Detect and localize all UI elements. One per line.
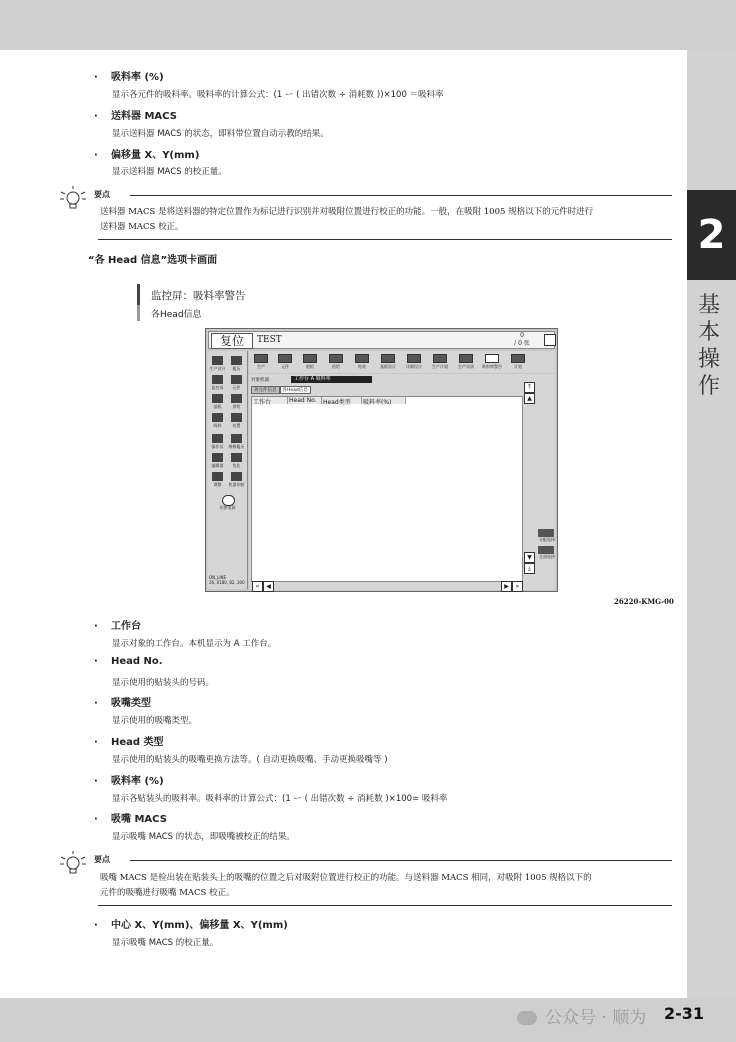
status-area: ON_LINE 26, 0180, 82, 300 bbox=[209, 575, 245, 585]
screen-main bbox=[249, 374, 555, 590]
sidebar-item[interactable]: 调整 bbox=[209, 471, 226, 488]
figure-code: 26220-KMG-00 bbox=[614, 597, 674, 606]
note-title: 要点 bbox=[94, 855, 110, 864]
toolbar-button[interactable]: 生产实绩 bbox=[456, 354, 476, 371]
chapter-title: 基 本 操 作 bbox=[697, 293, 720, 399]
assign-select-button[interactable]: 分配选择 bbox=[538, 529, 556, 543]
item-desc: 显示使用的贴装头的吸嘴更换方法等。( 自动更换吸嘴、手动更换吸嘴等 ) bbox=[112, 755, 388, 765]
toolbar-button[interactable]: 计划 bbox=[508, 354, 528, 371]
screen-titlebar bbox=[208, 331, 555, 349]
sidebar-item[interactable]: 装置 bbox=[228, 412, 245, 429]
scroll-down-icon[interactable]: ▼ bbox=[524, 552, 535, 563]
note-box bbox=[58, 186, 672, 242]
window-icon[interactable] bbox=[544, 334, 556, 346]
note-title: 要点 bbox=[94, 190, 110, 199]
item-desc: 显示吸嘴 MACS 的校正量。 bbox=[112, 938, 219, 948]
sidebar-item[interactable]: 优化 bbox=[228, 452, 245, 469]
scroll-first-icon[interactable]: « bbox=[252, 581, 263, 592]
toolbar-button[interactable]: 贴装 bbox=[352, 354, 372, 371]
item-title: · 偏移量 X、Y(mm) bbox=[94, 150, 200, 161]
sidebar-item[interactable]: 吸料 bbox=[209, 412, 226, 429]
note-box bbox=[58, 851, 672, 907]
toolbar-button[interactable]: 元件 bbox=[275, 354, 295, 371]
item-title: · 中心 X、Y(mm)、偏移量 X、Y(mm) bbox=[94, 920, 288, 931]
screen-toolbar bbox=[249, 351, 555, 373]
note-rule bbox=[130, 195, 672, 196]
sidebar-item[interactable]: 操作员 bbox=[209, 433, 226, 450]
toolbar-button[interactable]: 生产 bbox=[251, 354, 271, 371]
note-line: 元件的吸嘴进行吸嘴 MACS 校正。 bbox=[100, 888, 235, 898]
tab-per-part[interactable]: 各元件信息 bbox=[251, 386, 280, 394]
sidebar-item[interactable]: 机器诊断 bbox=[228, 471, 245, 488]
selection-label: 对象机器 bbox=[251, 378, 269, 383]
toolbar-button[interactable]: 详细设计 bbox=[404, 354, 424, 371]
scroll-right-icon[interactable]: ▶ bbox=[501, 581, 512, 592]
note-rule bbox=[130, 860, 672, 861]
screen-title: TEST bbox=[257, 335, 282, 345]
machine-screenshot bbox=[205, 328, 558, 592]
item-title: · 吸料率 (%) bbox=[94, 776, 164, 787]
chapter-number: 2 bbox=[687, 190, 736, 280]
sidebar-item[interactable]: 供给 bbox=[228, 393, 245, 410]
item-desc: 显示使用的贴装头的号码。 bbox=[112, 678, 215, 688]
tab-bar bbox=[251, 386, 311, 394]
toolbar-button[interactable]: 相机 bbox=[300, 354, 320, 371]
item-title: · 吸嘴类型 bbox=[94, 698, 151, 709]
data-table bbox=[251, 396, 523, 582]
item-desc: 显示对象的工作台。本机显示为 A 工作台。 bbox=[112, 639, 277, 649]
toolbar-button[interactable]: 基板设计 bbox=[378, 354, 398, 371]
board-count: 0 / 0 张 bbox=[514, 332, 530, 347]
item-desc: 显示送料器 MACS 的状态，即料带位置自动示教的结果。 bbox=[112, 129, 329, 139]
note-line: 送料器 MACS 是将送料器的特定位置作为标记进行识别并对吸附位置进行校正的功能。一般，在吸附 1005 规格以下的元件时进行 bbox=[100, 207, 594, 217]
lightbulb-icon bbox=[58, 851, 88, 877]
wechat-icon bbox=[517, 1011, 537, 1025]
monitor-bar-sub bbox=[137, 305, 140, 321]
note-bottom-rule bbox=[98, 239, 672, 240]
scroll-last-icon[interactable]: » bbox=[512, 581, 523, 592]
item-desc: 显示各贴装头的吸料率。吸料率的计算公式：(1 ー ( 出错次数 ÷ 消耗数 )×100= 吸料率 bbox=[112, 794, 448, 804]
vertical-scrollbar bbox=[524, 382, 534, 572]
column-header: Head类型 bbox=[322, 397, 362, 404]
note-line: 吸嘴 MACS 是检出装在贴装头上的吸嘴的位置之后对吸附位置进行校正的功能。与送料器 MACS 相同，对吸附 1005 规格以下的 bbox=[100, 873, 592, 883]
toolbar-button-active[interactable]: 吸料率警告 bbox=[482, 354, 502, 371]
note-line: 送料器 MACS 校正。 bbox=[100, 222, 184, 232]
item-title: · 送料器 MACS bbox=[94, 111, 177, 122]
item-title: · 吸嘴 MACS bbox=[94, 814, 167, 825]
monitor-subtitle: 各Head信息 bbox=[151, 310, 202, 320]
sidebar-item[interactable]: 编辑器 bbox=[209, 452, 226, 469]
item-title: · 工作台 bbox=[94, 621, 141, 632]
item-desc: 显示使用的吸嘴类型。 bbox=[112, 716, 198, 726]
lightbulb-icon bbox=[58, 186, 88, 212]
sidebar-item[interactable]: 监控屏 bbox=[209, 374, 226, 391]
sidebar-item[interactable]: 元件 bbox=[228, 374, 245, 391]
power-switch-button[interactable]: 切换电源 bbox=[219, 494, 236, 511]
column-header: 吸料率(%) bbox=[362, 397, 406, 404]
item-desc: 显示送料器 MACS 的校正量。 bbox=[112, 167, 227, 177]
watermark: 公众号 · 顺为 bbox=[517, 1003, 646, 1028]
right-buttons bbox=[538, 529, 556, 560]
tab-per-head[interactable]: 各Head信息 bbox=[280, 386, 311, 394]
scroll-bottom-icon[interactable]: ⤓ bbox=[524, 563, 535, 574]
scroll-up-icon[interactable]: ▲ bbox=[524, 393, 535, 404]
toolbar-button[interactable]: 供给 bbox=[326, 354, 346, 371]
monitor-title: 监控屏：吸料率警告 bbox=[151, 290, 246, 302]
sidebar-item[interactable]: 基板 bbox=[209, 393, 226, 410]
note-bottom-rule bbox=[98, 905, 672, 906]
toolbar-button[interactable]: 生产计划 bbox=[430, 354, 450, 371]
sidebar-item[interactable]: 履历 bbox=[228, 355, 245, 372]
scroll-top-icon[interactable]: ⤒ bbox=[524, 382, 535, 393]
item-desc: 显示各元件的吸料率。吸料率的计算公式：(1 ー ( 出错次数 ÷ 消耗数 ))×100 ＝吸料率 bbox=[112, 90, 444, 100]
item-title: · 吸料率 (%) bbox=[94, 72, 164, 83]
scroll-left-icon[interactable]: ◀ bbox=[263, 581, 274, 592]
item-title: · Head 类型 bbox=[94, 737, 164, 748]
screen-sidebar bbox=[208, 351, 248, 589]
item-desc: 显示吸嘴 MACS 的状态，即吸嘴被校正的结果。 bbox=[112, 832, 295, 842]
sidebar-item[interactable]: 生产设计 bbox=[209, 355, 226, 372]
horizontal-scrollbar bbox=[249, 581, 555, 591]
sidebar-item[interactable]: 维修履历 bbox=[228, 433, 245, 450]
column-header: 工作台 bbox=[252, 397, 288, 404]
page-number: 2-31 bbox=[664, 1004, 705, 1023]
section-title: “各 Head 信息”选项卡画面 bbox=[88, 255, 218, 266]
select-all-button[interactable]: 全部选择 bbox=[538, 546, 556, 560]
selection-box[interactable]: 工作台 A 吸料率 bbox=[291, 376, 372, 383]
column-header: Head No. bbox=[288, 397, 322, 404]
reset-button[interactable]: 复位 bbox=[211, 333, 253, 349]
top-band bbox=[0, 0, 736, 50]
item-title: · Head No. bbox=[94, 656, 163, 667]
